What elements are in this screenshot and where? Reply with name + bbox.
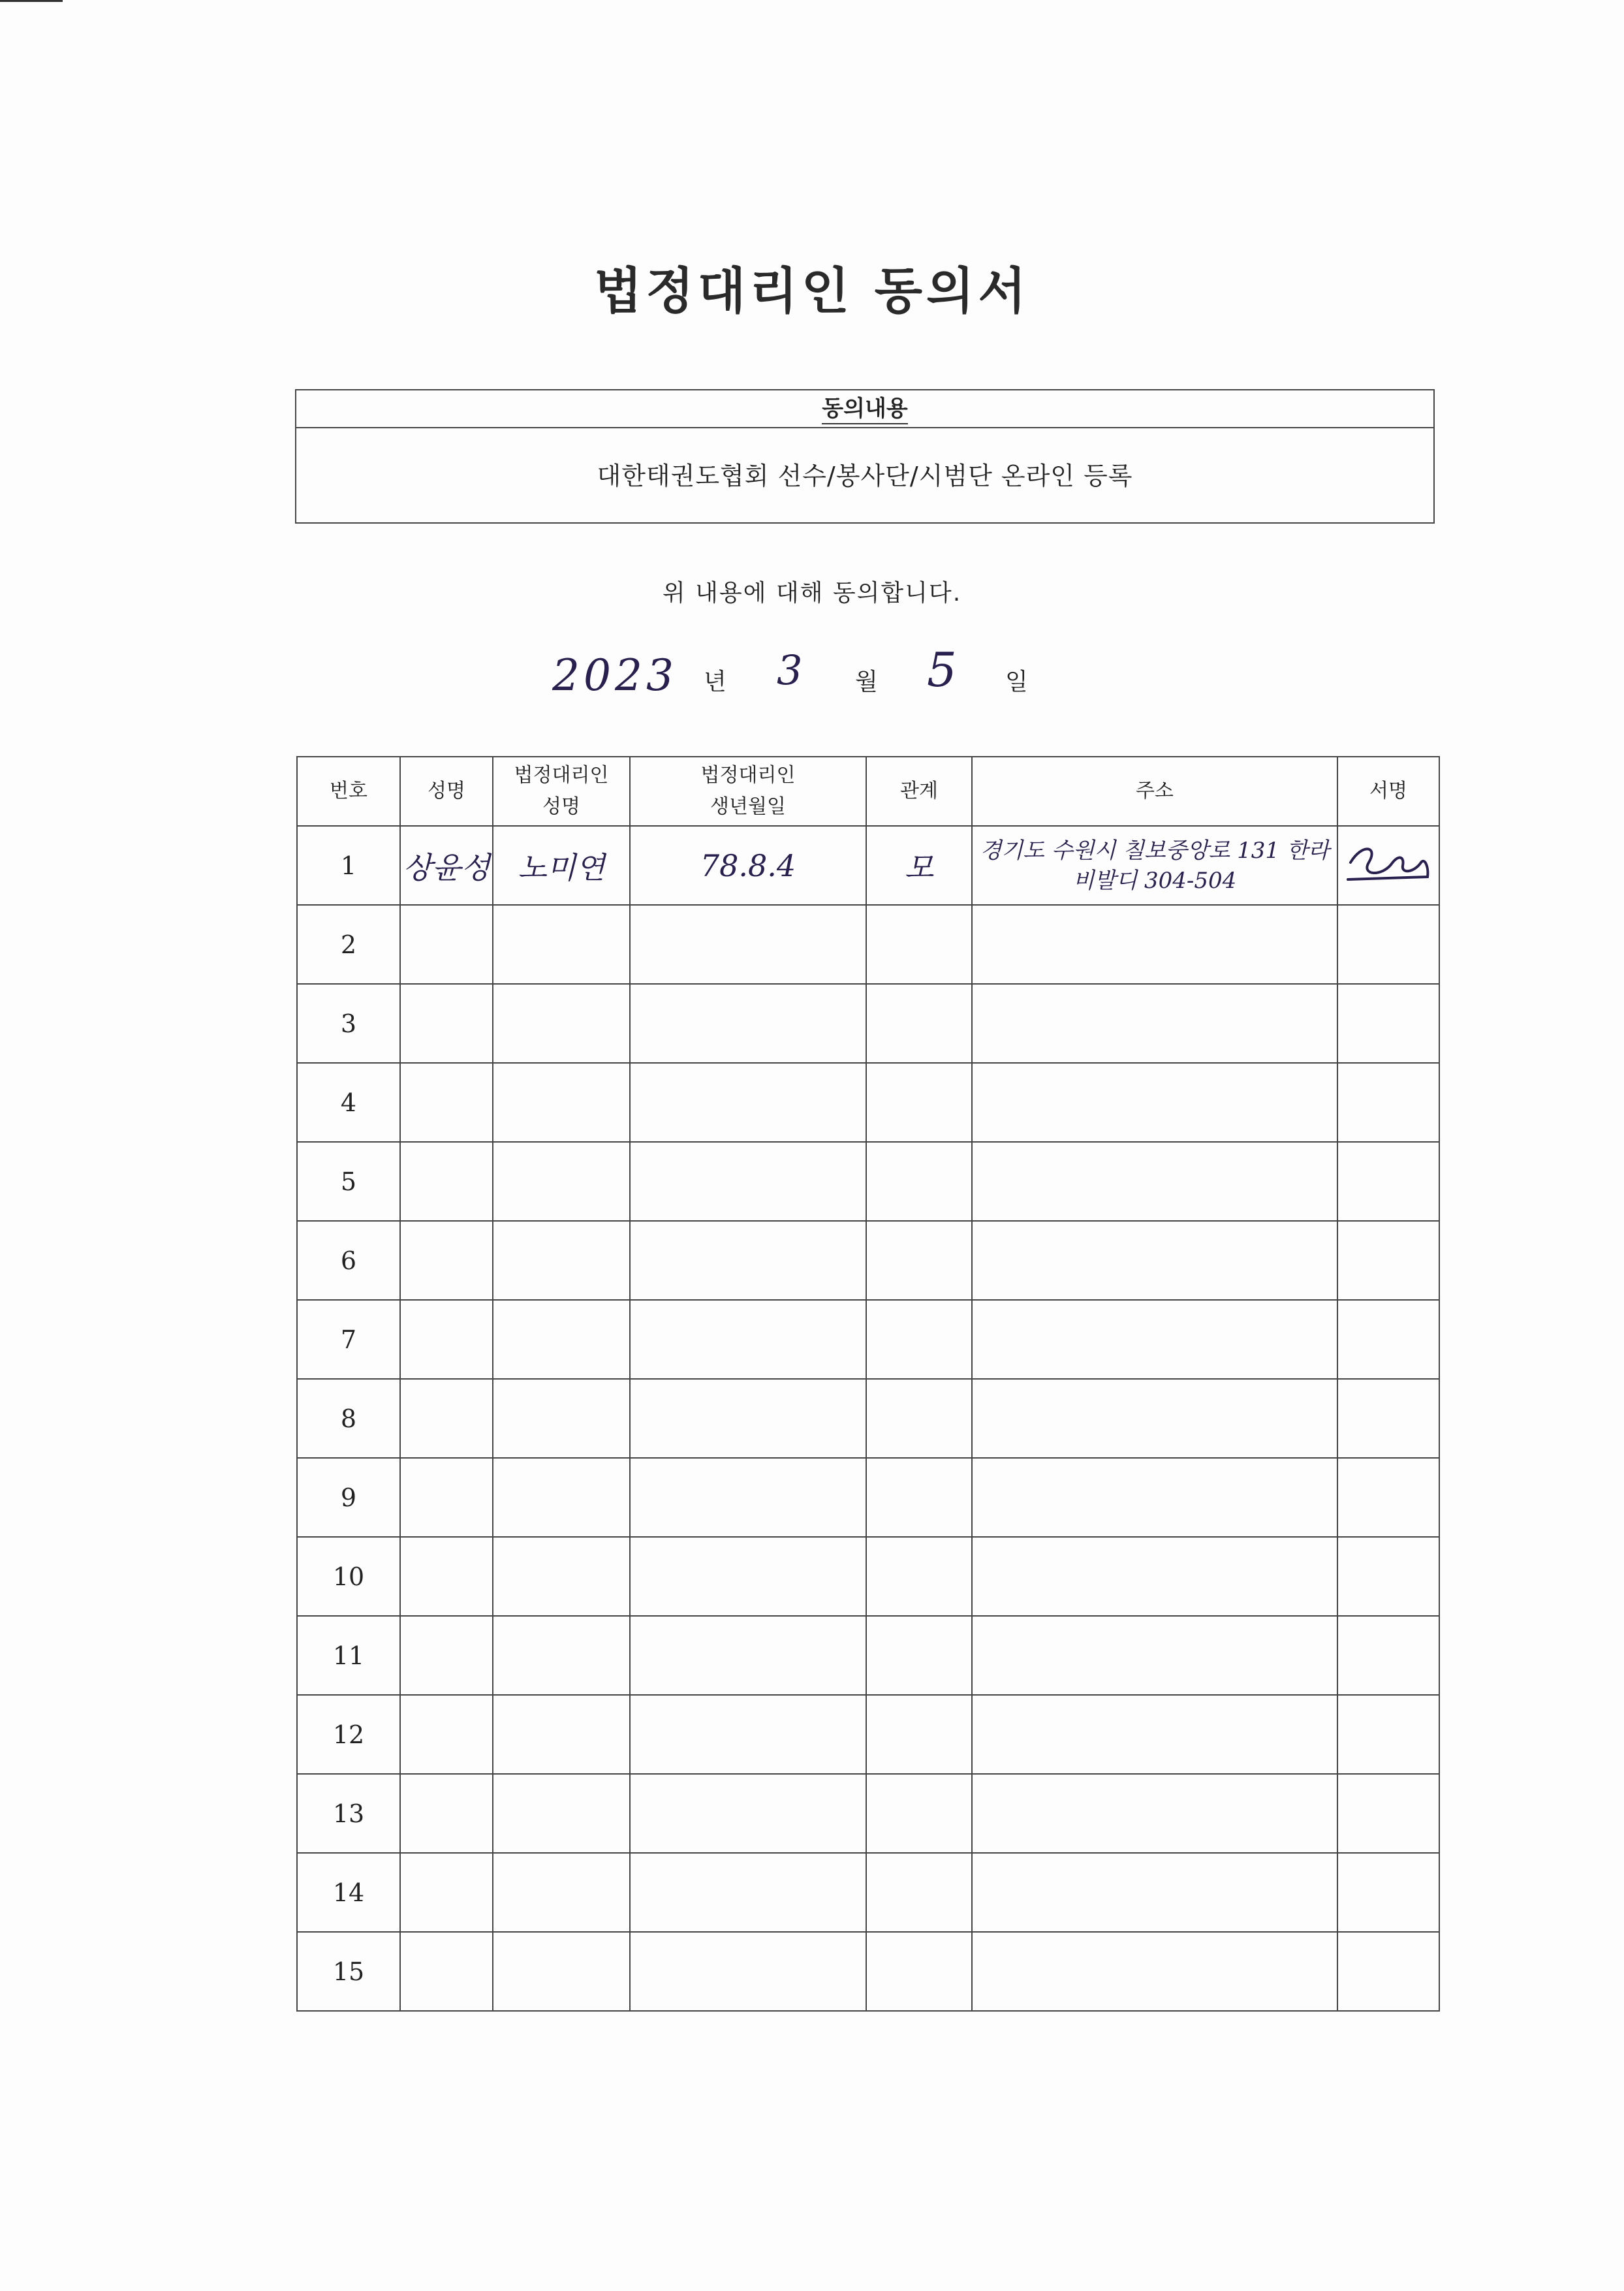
cell-relation: [866, 1853, 972, 1932]
cell-signature: [1337, 826, 1439, 905]
consent-header-label: 동의내용: [822, 396, 907, 424]
header-guardian-birth: [630, 757, 866, 826]
cell-address: [972, 1537, 1337, 1616]
date-month-unit: 월: [855, 669, 878, 695]
cell-relation: [866, 1300, 972, 1379]
header-guardian-name: [493, 757, 630, 826]
cell-guardian-name: [493, 984, 630, 1063]
cell-no: 9: [297, 1458, 400, 1537]
cell-guardian-name: [493, 1142, 630, 1221]
cell-address: 경기도 수원시 칠보중앙로 131 한라비발디 304-504: [972, 826, 1337, 905]
agree-statement: 위 내용에 대해 동의합니다.: [662, 580, 962, 607]
cell-guardian-name: [493, 905, 630, 984]
cell-no: 1: [297, 826, 400, 905]
cell-address: [972, 1300, 1337, 1379]
cell-signature: [1337, 1932, 1439, 2011]
table-row: [297, 1537, 1439, 1616]
date-month-handwritten: 3: [777, 646, 803, 694]
cell-guardian-name: [493, 1537, 630, 1616]
header-signature: 서명: [1337, 757, 1439, 826]
table-row: [297, 826, 1439, 905]
cell-signature: [1337, 1537, 1439, 1616]
cell-guardian-birth: [630, 1853, 866, 1932]
cell-name: [400, 1695, 493, 1774]
cell-guardian-birth: [630, 1774, 866, 1853]
cell-name: [400, 1300, 493, 1379]
cell-address: [972, 1853, 1337, 1932]
cell-guardian-birth: [630, 1142, 866, 1221]
cell-relation: [866, 984, 972, 1063]
cell-no: 7: [297, 1300, 400, 1379]
cell-address: [972, 1458, 1337, 1537]
page-title: 법정대리인 동의서: [594, 262, 1030, 320]
date-year-unit: 년: [704, 669, 726, 695]
cell-relation: [866, 1142, 972, 1221]
cell-signature: [1337, 1142, 1439, 1221]
guardian-roster-table: [296, 756, 1440, 2012]
header-guardian-birth-line1: 법정대리인: [700, 764, 796, 787]
cell-name: [400, 1932, 493, 2011]
cell-no: 13: [297, 1774, 400, 1853]
table-row: [297, 984, 1439, 1063]
date-year-handwritten: 2023: [552, 650, 678, 701]
cell-guardian-name: [493, 1774, 630, 1853]
table-row: [297, 1300, 1439, 1379]
cell-no: 15: [297, 1932, 400, 2011]
header-relation: 관계: [866, 757, 972, 826]
cell-address: [972, 1932, 1337, 2011]
table-row: [297, 1695, 1439, 1774]
cell-guardian-birth: [630, 1537, 866, 1616]
cell-signature: [1337, 1616, 1439, 1695]
table-row: [297, 1616, 1439, 1695]
table-row: [297, 1932, 1439, 2011]
cell-name: [400, 905, 493, 984]
date-row: [0, 642, 1624, 705]
cell-guardian-name: [493, 1379, 630, 1458]
cell-guardian-name: [493, 1853, 630, 1932]
cell-name: [400, 1537, 493, 1616]
table-row: [297, 1853, 1439, 1932]
cell-signature: [1337, 905, 1439, 984]
cell-name: [400, 1774, 493, 1853]
cell-guardian-name: [493, 1300, 630, 1379]
cell-no: 4: [297, 1063, 400, 1142]
cell-guardian-name: [493, 1063, 630, 1142]
date-day-unit: 일: [1005, 669, 1028, 695]
cell-guardian-birth: [630, 905, 866, 984]
cell-address: [972, 984, 1337, 1063]
cell-signature: [1337, 1379, 1439, 1458]
table-row: [297, 905, 1439, 984]
cell-name: [400, 1853, 493, 1932]
header-guardian-name-line2: 성명: [542, 795, 580, 818]
table-row: [297, 1379, 1439, 1458]
table-body: [297, 826, 1439, 2011]
cell-signature: [1337, 1853, 1439, 1932]
cell-no: 12: [297, 1695, 400, 1774]
cell-signature: [1337, 1221, 1439, 1300]
cell-signature: [1337, 1458, 1439, 1537]
consent-box: [295, 389, 1435, 524]
header-name: 성명: [400, 757, 493, 826]
cell-relation: [866, 905, 972, 984]
table-header-row: [297, 757, 1439, 826]
table-row: [297, 1458, 1439, 1537]
cell-relation: 모: [866, 826, 972, 905]
cell-relation: [866, 1221, 972, 1300]
cell-no: 2: [297, 905, 400, 984]
cell-address: [972, 1774, 1337, 1853]
cell-guardian-name: [493, 1458, 630, 1537]
cell-signature: [1337, 1695, 1439, 1774]
cell-guardian-name: 노미연: [493, 826, 630, 905]
cell-no: 14: [297, 1853, 400, 1932]
cell-address: [972, 1063, 1337, 1142]
cell-name: [400, 984, 493, 1063]
cell-guardian-birth: [630, 1221, 866, 1300]
cell-signature: [1337, 1063, 1439, 1142]
date-day-handwritten: 5: [927, 642, 957, 697]
cell-relation: [866, 1616, 972, 1695]
cell-address: [972, 1379, 1337, 1458]
table-row: [297, 1221, 1439, 1300]
cell-address: [972, 1221, 1337, 1300]
cell-name: [400, 1379, 493, 1458]
table-row: [297, 1063, 1439, 1142]
signature-scribble-icon: [1343, 836, 1434, 895]
cell-guardian-birth: [630, 1300, 866, 1379]
cell-signature: [1337, 1774, 1439, 1853]
cell-relation: [866, 1379, 972, 1458]
consent-body: 대한태권도협회 선수/봉사단/시범단 온라인 등록: [597, 462, 1133, 490]
cell-no: 10: [297, 1537, 400, 1616]
cell-relation: [866, 1537, 972, 1616]
cell-guardian-birth: [630, 984, 866, 1063]
cell-address: [972, 905, 1337, 984]
cell-signature: [1337, 984, 1439, 1063]
cell-name: [400, 1616, 493, 1695]
cell-relation: [866, 1932, 972, 2011]
cell-name: [400, 1063, 493, 1142]
cell-address: [972, 1142, 1337, 1221]
cell-no: 3: [297, 984, 400, 1063]
cell-guardian-name: [493, 1932, 630, 2011]
cell-address: [972, 1616, 1337, 1695]
cell-guardian-birth: [630, 1379, 866, 1458]
cell-guardian-birth: [630, 1458, 866, 1537]
cell-name: 상윤성: [400, 826, 493, 905]
cell-guardian-birth: [630, 1695, 866, 1774]
table-row: [297, 1142, 1439, 1221]
header-no: 번호: [297, 757, 400, 826]
cell-guardian-birth: [630, 1932, 866, 2011]
cell-signature: [1337, 1300, 1439, 1379]
cell-name: [400, 1221, 493, 1300]
cell-relation: [866, 1458, 972, 1537]
cell-guardian-birth: [630, 1063, 866, 1142]
cell-guardian-name: [493, 1616, 630, 1695]
cell-no: 8: [297, 1379, 400, 1458]
consent-header: [296, 390, 1433, 428]
cell-name: [400, 1458, 493, 1537]
cell-address: [972, 1695, 1337, 1774]
cell-guardian-birth: [630, 1616, 866, 1695]
cell-guardian-name: [493, 1695, 630, 1774]
header-guardian-birth-line2: 생년월일: [710, 795, 786, 818]
table-row: [297, 1774, 1439, 1853]
cell-name: [400, 1142, 493, 1221]
cell-guardian-birth: 78.8.4: [630, 826, 866, 905]
cell-relation: [866, 1774, 972, 1853]
cell-guardian-name: [493, 1221, 630, 1300]
cell-no: 11: [297, 1616, 400, 1695]
scan-corner-mark: [0, 0, 63, 2]
cell-relation: [866, 1063, 972, 1142]
cell-no: 5: [297, 1142, 400, 1221]
header-guardian-name-line1: 법정대리인: [514, 764, 609, 787]
cell-no: 6: [297, 1221, 400, 1300]
header-address: 주소: [972, 757, 1337, 826]
cell-relation: [866, 1695, 972, 1774]
